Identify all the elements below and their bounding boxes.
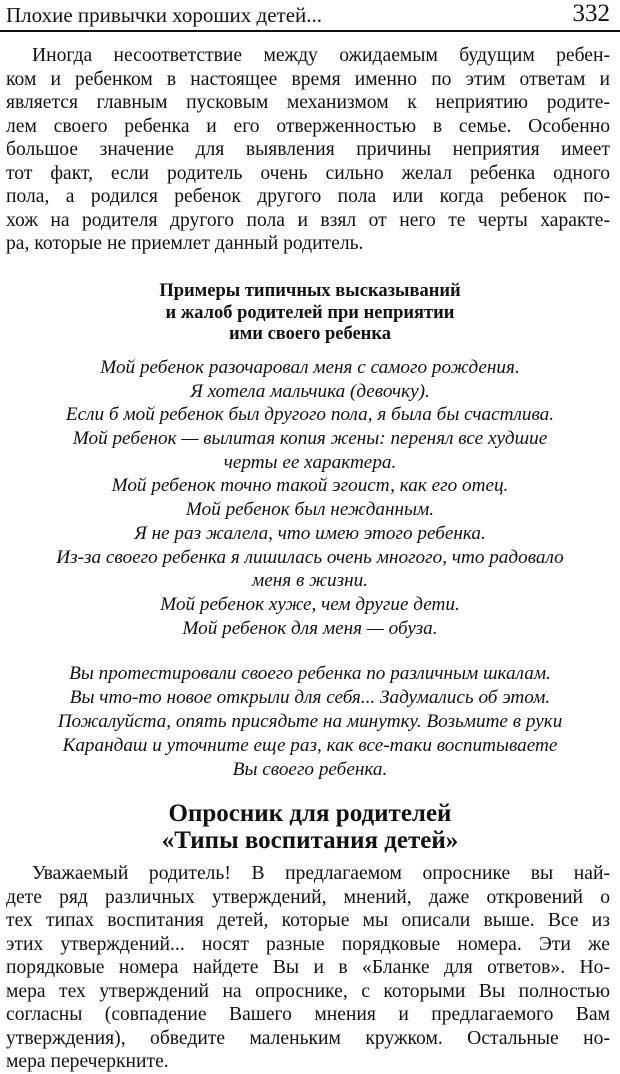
title-line: «Типы воспитания детей» [161,827,459,854]
heading-line: ими своего ребенка [229,324,391,344]
quote-line: Мой ребенок хуже, чем другие дети. [160,593,460,615]
text-line: ком и ребенком в настоящее время именно по этим ответам и [6,68,610,90]
header-rule [0,30,620,32]
text-line: Уважаемый родитель! В предлагаемом опроснике вы най- [32,863,610,884]
examples-heading [0,281,620,346]
note-line: Вы протестировали своего ребенка по различным шкалам. [69,663,551,684]
text-line: лем своего ребенка и его отверженностью в семье. Особенно [6,115,610,137]
quote-line: Из-за своего ребенка я лишилась очень многого, что радовало [56,546,564,568]
parent-quotes [0,356,620,640]
text-line: согласны (совпадение Вашего мнения и предлагаемого Вам [6,1004,610,1025]
text-line: порядковые номера найдете Вы и в «Бланке для ответов». Но- [6,957,610,978]
running-title: Плохие привычки хороших детей... [6,3,323,27]
note-line: Пожалуйста, опять присядьте на минутку. Возьмите в руки [57,710,563,732]
text-line: тот факт, если родитель очень сильно желал ребенка одного [6,162,610,184]
quote-line: Если б мой ребенок был другого пола, я была бы счастлива. [65,404,555,426]
text-line: является главным пусковым механизмом к неприятию родите- [6,92,610,113]
text-line: мера тех утверждений на опроснике, с которыми Вы полностью [6,980,610,1002]
text-line: мера перечеркните. [6,1051,169,1072]
heading-line: и жалоб родителей при неприятии [165,302,455,323]
text-line: этих утверждений... носят разные порядковые номера. Эти же [6,933,610,955]
quote-line: Мой ребенок был нежданным. [185,499,435,521]
running-header [0,0,620,32]
text-line: Иногда несоответствие между ожидаемым будущим ребен- [32,45,610,66]
quote-line: черты ее характера. [223,451,397,473]
quote-line: Мой ребенок разочаровал меня с самого рождения. [100,357,520,378]
quote-line: Мой ребенок для меня — обуза. [182,617,438,639]
title-line: Опросник для родителей [168,800,452,827]
note-line: Карандаш и уточните еще раз, как все-таки воспитываете [62,734,558,756]
text-line: пола, а родился ребенок другого пола или когда ребенок по- [6,186,610,207]
quote-line: Мой ребенок — вылитая копия жены: перенял все худшие [72,428,548,450]
heading-line: Примеры типичных высказываний [159,281,461,301]
instructions-paragraph [6,862,610,1074]
intro-paragraph [6,44,610,256]
questionnaire-title [0,800,620,854]
reader-note [0,662,620,781]
page-number: 332 [572,0,610,27]
quote-line: меня в жизни. [252,570,368,592]
text-line: ра, которые не приемлет данный родитель. [6,233,364,254]
note-line: Вы что-то новое открыли для себя... Задумались об этом. [69,686,551,708]
text-line: хож на родителя другого пола и взял от него те черты характе- [6,209,610,231]
note-line: Вы своего ребенка. [232,758,388,780]
text-line: утверждения), обведите маленьким кружком. Остальные но- [6,1027,610,1049]
text-line: дете ряд различных утверждений, мнений, даже откровений о [6,886,610,908]
text-line: большое значение для выявления причины неприятия имеет [6,139,610,160]
text-line: тех типах воспитания детей, которые мы описали выше. Все из [6,910,610,931]
quote-line: Я хотела мальчика (девочку). [190,380,430,402]
quote-line: Мой ребенок точно такой эгоист, как его отец. [111,475,509,497]
quote-line: Я не раз жалела, что имею этого ребенка. [134,522,486,544]
